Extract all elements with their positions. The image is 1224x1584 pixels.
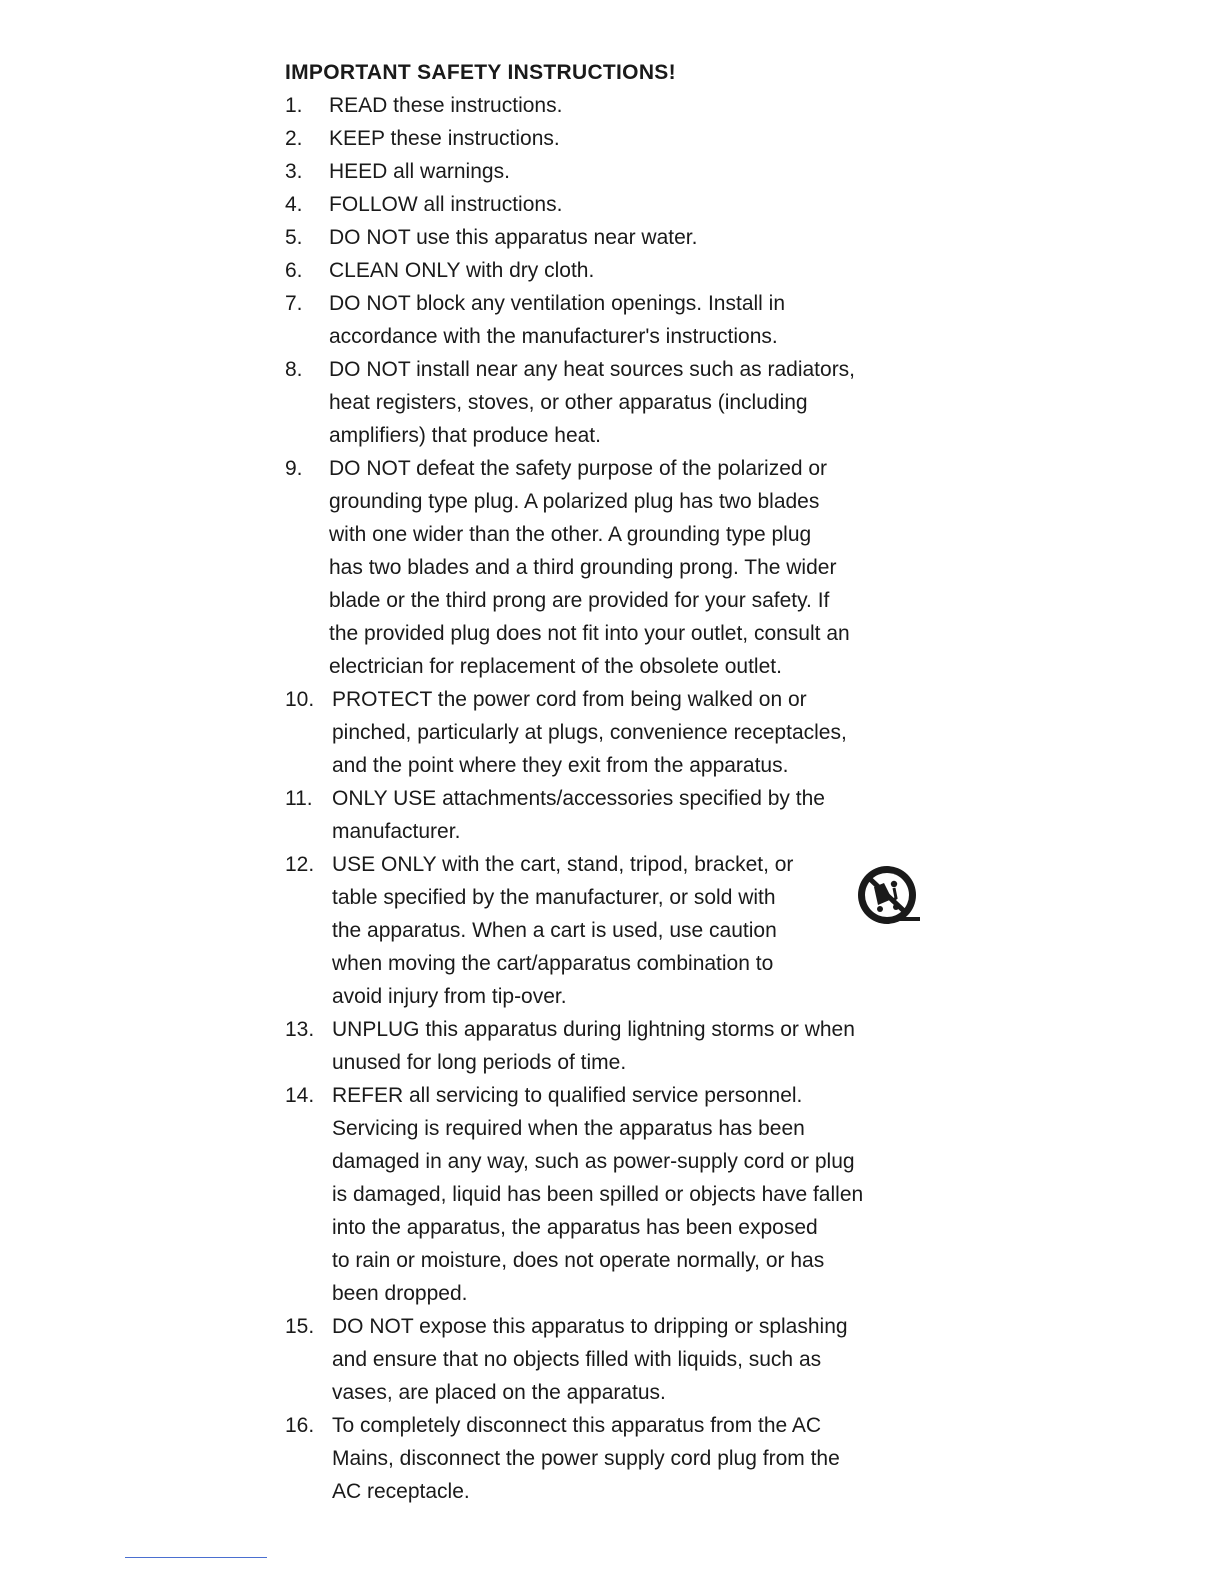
instruction-number: 10. (285, 688, 315, 711)
instruction-line: table specified by the manufacturer, or sold with (332, 886, 776, 909)
instruction-text (332, 1079, 935, 1310)
instruction-item (285, 1013, 935, 1079)
instruction-number: 12. (285, 853, 315, 876)
instruction-text (329, 122, 935, 155)
page-title: IMPORTANT SAFETY INSTRUCTIONS! (285, 61, 676, 84)
instruction-line: is damaged, liquid has been spilled or objects have fallen (332, 1183, 864, 1206)
instruction-text (329, 287, 935, 353)
instruction-text (329, 221, 935, 254)
instruction-item (285, 848, 935, 1013)
instruction-text (329, 353, 935, 452)
instruction-item (285, 452, 935, 683)
instruction-number: 8. (285, 358, 303, 381)
instruction-line: when moving the cart/apparatus combination to (332, 952, 774, 975)
instruction-line: the provided plug does not fit into your outlet, consult an (329, 622, 850, 645)
instruction-line: manufacturer. (332, 820, 461, 843)
instruction-line: USE ONLY with the cart, stand, tripod, bracket, or (332, 853, 794, 876)
instruction-line: vases, are placed on the apparatus. (332, 1381, 666, 1404)
instruction-number: 9. (285, 457, 303, 480)
instruction-number: 2. (285, 127, 303, 150)
instruction-text (329, 155, 935, 188)
instruction-text (332, 1310, 935, 1409)
instruction-item (285, 1310, 935, 1409)
instruction-text (329, 254, 935, 287)
instruction-item (285, 89, 935, 122)
instruction-line: accordance with the manufacturer's instructions. (329, 325, 778, 348)
instruction-line: and the point where they exit from the apparatus. (332, 754, 789, 777)
instruction-line: to rain or moisture, does not operate normally, or has (332, 1249, 825, 1272)
instruction-line: CLEAN ONLY with dry cloth. (329, 259, 595, 282)
instruction-text (332, 782, 935, 848)
instruction-text (332, 1409, 935, 1508)
instruction-line: HEED all warnings. (329, 160, 510, 183)
instruction-text (329, 89, 935, 122)
cart-tip-over-warning-icon (856, 865, 922, 929)
instruction-number: 11. (285, 787, 313, 810)
instruction-line: DO NOT defeat the safety purpose of the polarized or (329, 457, 828, 480)
instruction-line: pinched, particularly at plugs, convenience receptacles, (332, 721, 847, 744)
instruction-line: the apparatus. When a cart is used, use caution (332, 919, 777, 942)
instruction-text (329, 188, 935, 221)
instruction-line: To completely disconnect this apparatus from the AC (332, 1414, 822, 1437)
instruction-line: has two blades and a third grounding prong. The wider (329, 556, 837, 579)
instruction-line: electrician for replacement of the obsolete outlet. (329, 655, 782, 678)
instruction-number: 4. (285, 193, 303, 216)
instruction-line: avoid injury from tip-over. (332, 985, 567, 1008)
instruction-text (332, 1013, 935, 1079)
instruction-item (285, 122, 935, 155)
instruction-text (332, 848, 935, 1013)
instruction-line: READ these instructions. (329, 94, 563, 117)
instruction-number: 1. (285, 94, 303, 117)
instruction-line: DO NOT install near any heat sources such as radiators, (329, 358, 856, 381)
instruction-number: 3. (285, 160, 303, 183)
instruction-number: 5. (285, 226, 303, 249)
instruction-line: Mains, disconnect the power supply cord plug from the (332, 1447, 840, 1470)
instruction-line: been dropped. (332, 1282, 468, 1305)
instruction-line: Servicing is required when the apparatus has been (332, 1117, 805, 1140)
instruction-number: 13. (285, 1018, 315, 1041)
footnote-rule (125, 1557, 267, 1558)
instruction-text (329, 452, 935, 683)
instruction-line: with one wider than the other. A grounding type plug (329, 523, 812, 546)
instruction-line: UNPLUG this apparatus during lightning storms or when (332, 1018, 855, 1041)
instruction-line: and ensure that no objects filled with liquids, such as (332, 1348, 822, 1371)
instruction-item (285, 221, 935, 254)
instruction-line: damaged in any way, such as power-supply cord or plug (332, 1150, 855, 1173)
instruction-line: DO NOT block any ventilation openings. Install in (329, 292, 786, 315)
instruction-item (285, 353, 935, 452)
instruction-line: REFER all servicing to qualified service personnel. (332, 1084, 803, 1107)
instruction-number: 16. (285, 1414, 315, 1437)
instruction-line: DO NOT use this apparatus near water. (329, 226, 698, 249)
instruction-number: 15. (285, 1315, 315, 1338)
instruction-line: unused for long periods of time. (332, 1051, 627, 1074)
instruction-list (285, 89, 935, 1508)
instruction-item (285, 188, 935, 221)
instruction-line: into the apparatus, the apparatus has been exposed (332, 1216, 818, 1239)
instruction-line: blade or the third prong are provided for your safety. If (329, 589, 830, 612)
instruction-item (285, 254, 935, 287)
instruction-number: 14. (285, 1084, 315, 1107)
instruction-line: AC receptacle. (332, 1480, 470, 1503)
instruction-item (285, 1409, 935, 1508)
instruction-line: FOLLOW all instructions. (329, 193, 563, 216)
instruction-line: KEEP these instructions. (329, 127, 560, 150)
instruction-item (285, 155, 935, 188)
instruction-number: 6. (285, 259, 303, 282)
instruction-line: amplifiers) that produce heat. (329, 424, 601, 447)
instruction-item (285, 782, 935, 848)
instruction-item (285, 683, 935, 782)
instruction-line: ONLY USE attachments/accessories specified by the (332, 787, 825, 810)
instruction-line: grounding type plug. A polarized plug has two blades (329, 490, 820, 513)
instruction-item (285, 1079, 935, 1310)
instruction-number: 7. (285, 292, 303, 315)
instruction-line: PROTECT the power cord from being walked on or (332, 688, 807, 711)
instruction-text (332, 683, 935, 782)
instruction-item (285, 287, 935, 353)
instruction-line: DO NOT expose this apparatus to dripping or splashing (332, 1315, 848, 1338)
safety-instructions-page (285, 56, 935, 1508)
instruction-line: heat registers, stoves, or other apparatus (including (329, 391, 808, 414)
